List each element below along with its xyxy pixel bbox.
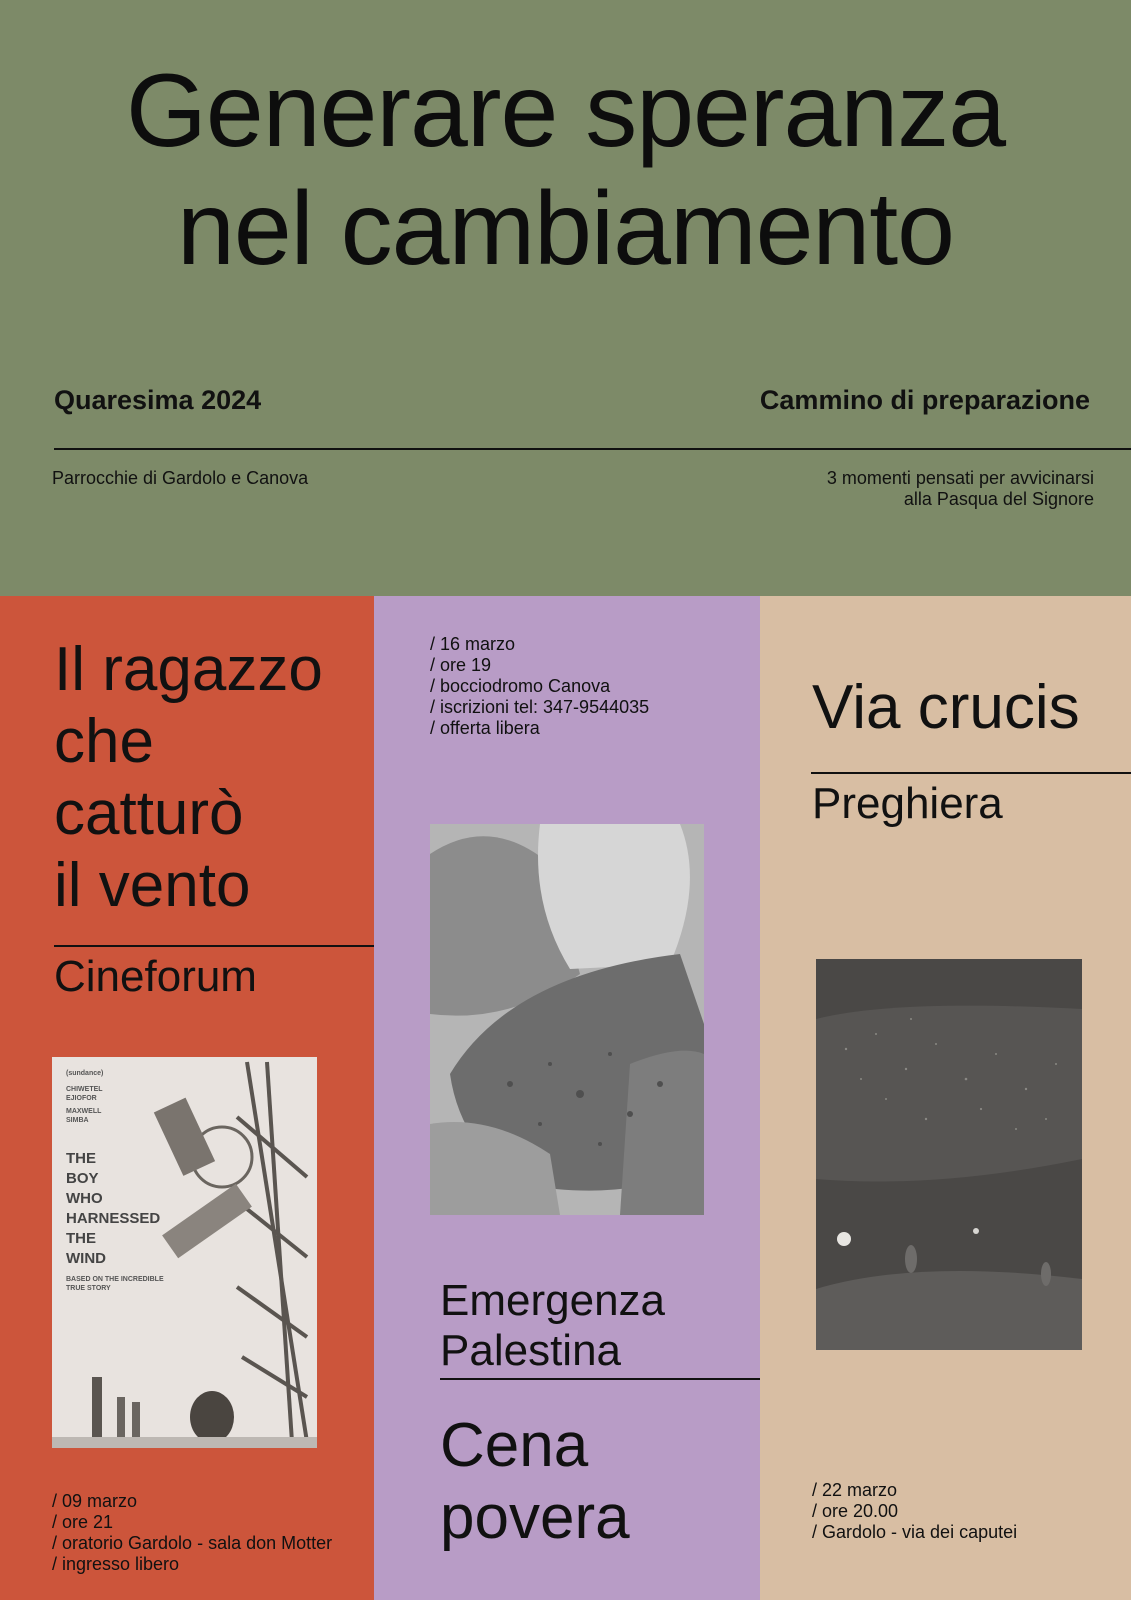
header-divider <box>54 448 1131 450</box>
viacrucis-date: / 22 marzo <box>812 1480 898 1500</box>
cena-cause-line: Emergenza <box>440 1276 666 1325</box>
poster-title <box>66 1149 160 1269</box>
poster-tagline: BASED ON THE INCREDIBLE TRUE STORY <box>66 1276 164 1292</box>
cena-event-info <box>430 634 649 739</box>
cena-cause <box>440 1276 665 1376</box>
cena-offer: / offerta libera <box>430 718 540 738</box>
cena-divider <box>440 1378 760 1380</box>
viacrucis-time: / ore 20.00 <box>812 1501 899 1521</box>
poster-cast-line: MAXWELL <box>66 1108 102 1115</box>
page-title-line2: nel cambiamento <box>177 171 954 287</box>
poster-cast <box>66 1085 103 1125</box>
cineforum-title-line: che <box>54 707 154 776</box>
moments-line1: 3 momenti pensati per avvicinarsi <box>826 468 1094 488</box>
cineforum-title-line: catturò <box>54 779 244 848</box>
poster-title-line: BOY <box>66 1170 99 1187</box>
page-title-line1: Generare speranza <box>125 53 1006 169</box>
moments-line2: alla Pasqua del Signore <box>903 489 1094 509</box>
cineforum-title <box>54 634 323 922</box>
movie-poster-image <box>52 1057 317 1448</box>
viacrucis-column <box>760 596 1131 1600</box>
poster-title-line: HARNESSED <box>66 1210 161 1227</box>
cena-time: / ore 19 <box>430 655 492 675</box>
parishes-label: Parrocchie di Gardolo e Canova <box>52 468 309 488</box>
viacrucis-title: Via crucis <box>812 673 1080 742</box>
viacrucis-kind: Preghiera <box>812 779 1003 828</box>
bread-photo <box>430 824 704 1215</box>
viacrucis-event-info <box>812 1480 1017 1543</box>
cineforum-divider <box>54 945 374 947</box>
poster-cast-line: SIMBA <box>66 1117 89 1124</box>
cineforum-time: / ore 21 <box>52 1512 114 1532</box>
cena-registration: / iscrizioni tel: 347-9544035 <box>430 697 650 717</box>
cineforum-location: / oratorio Gardolo - sala don Motter <box>52 1533 333 1553</box>
viacrucis-divider <box>811 772 1131 774</box>
bread-photo-illustration <box>430 824 704 1215</box>
cena-cause-line: Palestina <box>440 1326 622 1375</box>
poster-title-line: WIND <box>66 1250 106 1267</box>
cineforum-event-info <box>52 1491 332 1575</box>
cineforum-title-line: Il ragazzo <box>54 635 323 704</box>
cineforum-date: / 09 marzo <box>52 1491 138 1511</box>
cena-title-line: Cena <box>440 1411 589 1480</box>
cena-title <box>440 1410 630 1554</box>
cineforum-kind: Cineforum <box>54 952 257 1001</box>
viacrucis-location: / Gardolo - via dei caputei <box>812 1522 1018 1542</box>
cena-location: / bocciodromo Canova <box>430 676 611 696</box>
header-section <box>0 0 1131 596</box>
cena-date: / 16 marzo <box>430 634 516 654</box>
cineforum-entry: / ingresso libero <box>52 1554 180 1574</box>
poster-title-line: THE <box>66 1230 96 1247</box>
poster-cast-line: CHIWETEL <box>66 1086 103 1093</box>
cena-title-line: povera <box>440 1483 630 1552</box>
night-landscape-photo <box>816 959 1082 1350</box>
moments-description <box>827 468 1094 510</box>
night-photo-illustration <box>816 959 1082 1350</box>
poster-cast-line: EJIOFOR <box>66 1095 97 1102</box>
poster-title-line: THE <box>66 1150 96 1167</box>
cineforum-title-line: il vento <box>54 851 251 920</box>
poster-title-line: WHO <box>66 1190 103 1207</box>
cineforum-column <box>0 596 374 1600</box>
subtitle-label: Cammino di preparazione <box>759 385 1090 415</box>
season-label: Quaresima 2024 <box>54 385 262 415</box>
cena-column <box>374 596 760 1600</box>
poster-festival-badge: (sundance) <box>66 1070 104 1077</box>
